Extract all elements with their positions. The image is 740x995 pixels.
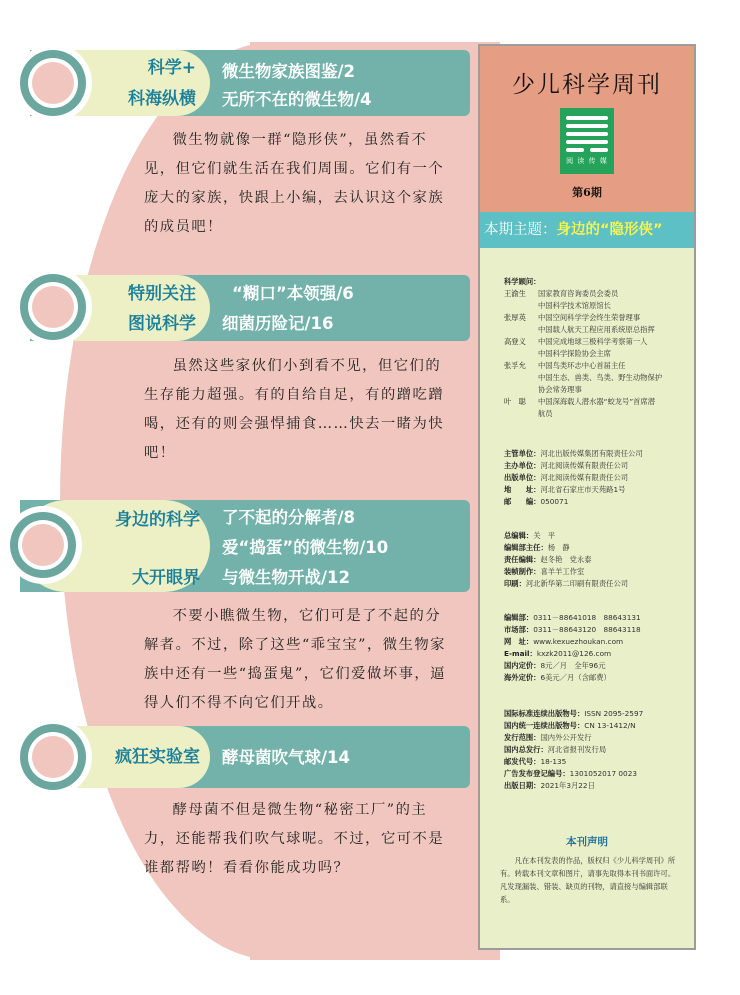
category-label: 特别关注 <box>128 284 196 304</box>
advisors-key: 高登义 <box>504 337 526 346</box>
codes-value: CN 13-1412/N <box>584 721 636 730</box>
units-row <box>504 448 684 460</box>
contacts-key: 市场部： <box>504 625 534 634</box>
units-row <box>504 496 684 508</box>
advisors-key <box>504 300 538 312</box>
codes-key: 广告发布登记编号： <box>504 769 570 778</box>
contacts-key: 网 址： <box>504 637 534 646</box>
contacts-key: 国内定价： <box>504 661 541 670</box>
units-key: 主办单位： <box>504 461 541 470</box>
advisors-key <box>504 408 538 420</box>
contacts-value: 0311－88641018 88643131 <box>533 613 641 622</box>
advisors-list <box>504 288 684 420</box>
advisors-label: 科学顾问： <box>504 277 541 286</box>
masthead-header <box>480 46 694 212</box>
contacts-key: 编辑部： <box>504 613 534 622</box>
advisors-value: 中国空间科学学会终生荣誉理事 <box>538 313 641 322</box>
codes-value: ISSN 2095-2597 <box>584 709 644 718</box>
contacts-value: www.kexuezhoukan.com <box>533 637 624 646</box>
article-link[interactable]: 了不起的分解者/8 <box>222 508 356 527</box>
units-row <box>504 484 684 496</box>
advisors-value: 中国生态、兽类、鸟类、野生动物保护 <box>538 373 663 382</box>
contacts-block <box>504 612 684 684</box>
contacts-row <box>504 648 684 660</box>
advisors-key: 王渝生 <box>504 289 526 298</box>
contacts-row <box>504 636 684 648</box>
editors-block <box>504 530 684 590</box>
advisors-value: 中国深海载人潜水器“蛟龙号”首席潜 <box>538 397 656 406</box>
advisors-key <box>504 324 538 336</box>
contacts-value: 8元／月 全年96元 <box>540 661 606 670</box>
codes-key: 国际标准连续出版物号： <box>504 709 585 718</box>
advisors-value: 国家教育咨询委员会委员 <box>538 289 619 298</box>
editors-key: 编辑部主任： <box>504 543 548 552</box>
units-value: 050071 <box>540 497 569 506</box>
logo-text: 阅 读 传 媒 <box>566 157 608 165</box>
codes-key: 出版日期： <box>504 781 541 790</box>
statement-text: 凡在本刊发表的作品，版权归《少儿科学周刊》所有。转载本刊文章和图片，请事先取得本刊书面许可。凡发现漏装、错装、缺页的刊物，请直接与编辑部联系。 <box>500 856 676 904</box>
category-label: 图说科学 <box>128 314 196 334</box>
advisors-row <box>504 312 684 324</box>
editors-value: 喜羊羊工作室 <box>540 567 585 576</box>
editors-row <box>504 578 684 590</box>
codes-value: 18-135 <box>540 757 567 766</box>
advisors-key <box>504 384 538 396</box>
statement-title: 本刊声明 <box>566 836 608 848</box>
units-key: 出版单位： <box>504 473 541 482</box>
ring-icon <box>4 506 82 584</box>
editors-row <box>504 530 684 542</box>
units-key: 主管单位： <box>504 449 541 458</box>
codes-value: 2021年3月22日 <box>540 781 595 790</box>
theme-value: 身边的“隐形侠” <box>556 222 663 238</box>
codes-block <box>504 708 684 792</box>
masthead-panel <box>478 44 696 950</box>
editors-key: 总编辑： <box>504 531 534 540</box>
advisors-key: 张厚英 <box>504 313 526 322</box>
codes-value: 国内外公开发行 <box>540 733 592 742</box>
units-key: 地 址： <box>504 485 541 494</box>
article-link[interactable]: 细菌历险记/16 <box>222 314 334 333</box>
units-value: 河北省石家庄市天苑路1号 <box>540 485 626 494</box>
advisors-row <box>504 372 684 384</box>
section-intro: 虽然这些家伙们小到看不见，但它们的生存能力超强。有的自给自足，有的蹭吃蹭喝，还有的则会强悍捕食……快去一睹为快吧！ <box>144 358 445 461</box>
magazine-title: 少儿科学周刊 <box>512 72 662 98</box>
units-key: 邮 编： <box>504 497 541 506</box>
units-value: 河北阅读传媒有限责任公司 <box>540 473 629 482</box>
editors-value: 河北新华第二印刷有限责任公司 <box>525 579 629 588</box>
codes-value: 河北省报刊发行局 <box>547 745 607 754</box>
contacts-value: kxzk2011@126.com <box>536 649 612 658</box>
article-link[interactable]: “糊口”本领强/6 <box>232 284 354 303</box>
article-link[interactable]: 微生物家族图鉴/2 <box>222 62 356 81</box>
advisors-row <box>504 348 684 360</box>
editors-row <box>504 554 684 566</box>
contacts-row <box>504 624 684 636</box>
codes-row <box>504 756 684 768</box>
advisors-key <box>504 348 538 360</box>
category-label: 科海纵横 <box>128 89 196 109</box>
units-block <box>504 448 684 508</box>
codes-row <box>504 744 684 756</box>
category-label: 科学+ <box>147 58 196 78</box>
editors-value: 赵冬艳 党永泰 <box>540 555 592 564</box>
codes-row <box>504 732 684 744</box>
advisors-key: 张孚允 <box>504 361 526 370</box>
section-intro: 酵母菌不但是微生物“秘密工厂”的主力，还能帮我们吹气球呢。不过，它可不是谁都帮哟！看看你能成功吗？ <box>144 802 445 876</box>
advisors-key <box>504 372 538 384</box>
codes-row <box>504 768 684 780</box>
issue-number: 第6期 <box>572 186 602 199</box>
article-link[interactable]: 无所不在的微生物/4 <box>222 90 372 109</box>
contacts-key: E-mail： <box>504 649 537 658</box>
codes-row <box>504 708 684 720</box>
codes-value: 1301052017 0023 <box>569 769 637 778</box>
units-value: 河北阅读传媒有限责任公司 <box>540 461 629 470</box>
contacts-value: 6美元／月（含邮费） <box>540 673 611 682</box>
advisors-row <box>504 288 684 300</box>
codes-row <box>504 720 684 732</box>
contacts-row <box>504 612 684 624</box>
advisors-value: 中国科学技术馆原馆长 <box>538 301 611 310</box>
advisors-value: 中国完成地球三极科学考察第一人 <box>538 337 648 346</box>
article-link[interactable]: 与微生物开战/12 <box>222 568 350 587</box>
contacts-row <box>504 672 684 684</box>
ring-icon <box>14 44 92 122</box>
advisors-value: 中国鸟类环志中心首届主任 <box>538 361 626 370</box>
theme-label: 本期主题： <box>484 222 557 238</box>
advisors-value: 协会常务理事 <box>538 385 582 394</box>
editors-key: 印刷： <box>504 579 526 588</box>
section-intro: 不要小瞧微生物，它们可是了不起的分解者。不过，除了这些“乖宝宝”，微生物家族中还有一些“捣蛋鬼”，它们爱做坏事，逼得人们不得不向它们开战。 <box>144 608 446 711</box>
contacts-row <box>504 660 684 672</box>
category-label: 身边的科学 <box>115 510 200 530</box>
advisors-key: 叶 聪 <box>504 397 526 406</box>
contacts-value: 0311－88643120 88643118 <box>533 625 641 634</box>
advisors-row <box>504 336 684 348</box>
contacts-key: 海外定价： <box>504 673 541 682</box>
advisors-block <box>504 276 684 420</box>
category-label: 疯狂实验室 <box>115 747 200 767</box>
advisors-row <box>504 360 684 372</box>
advisors-row <box>504 324 684 336</box>
article-link[interactable]: 爱“捣蛋”的微生物/10 <box>222 538 389 557</box>
codes-key: 国内总发行： <box>504 745 548 754</box>
editors-row <box>504 542 684 554</box>
section-intro: 微生物就像一群“隐形侠”，虽然看不见，但它们就生活在我们周围。它们有一个庞大的家族，快跟上小编，去认识这个家族的成员吧！ <box>144 132 445 235</box>
editors-key: 装帧制作： <box>504 567 541 576</box>
advisors-value: 中国科学探险协会主席 <box>538 349 611 358</box>
advisors-row <box>504 396 684 408</box>
advisors-row <box>504 300 684 312</box>
editors-key: 责任编辑： <box>504 555 541 564</box>
advisors-row <box>504 408 684 420</box>
advisors-row <box>504 384 684 396</box>
codes-row <box>504 780 684 792</box>
advisors-value: 中国载人航天工程应用系统原总指挥 <box>538 325 655 334</box>
advisors-value: 航员 <box>538 409 553 418</box>
editors-value: 杨 静 <box>547 543 570 552</box>
codes-key: 邮发代号： <box>504 757 541 766</box>
codes-key: 发行范围： <box>504 733 541 742</box>
issue-theme <box>480 212 694 248</box>
units-row <box>504 460 684 472</box>
units-value: 河北出版传媒集团有限责任公司 <box>540 449 643 458</box>
editors-row <box>504 566 684 578</box>
publisher-logo-icon <box>560 108 614 174</box>
editors-value: 关 平 <box>533 531 556 540</box>
ring-icon <box>14 268 92 346</box>
category-label: 大开眼界 <box>132 568 200 588</box>
ring-icon <box>14 718 92 796</box>
units-row <box>504 472 684 484</box>
codes-key: 国内统一连续出版物号： <box>504 721 585 730</box>
article-link[interactable]: 酵母菌吹气球/14 <box>222 748 350 767</box>
